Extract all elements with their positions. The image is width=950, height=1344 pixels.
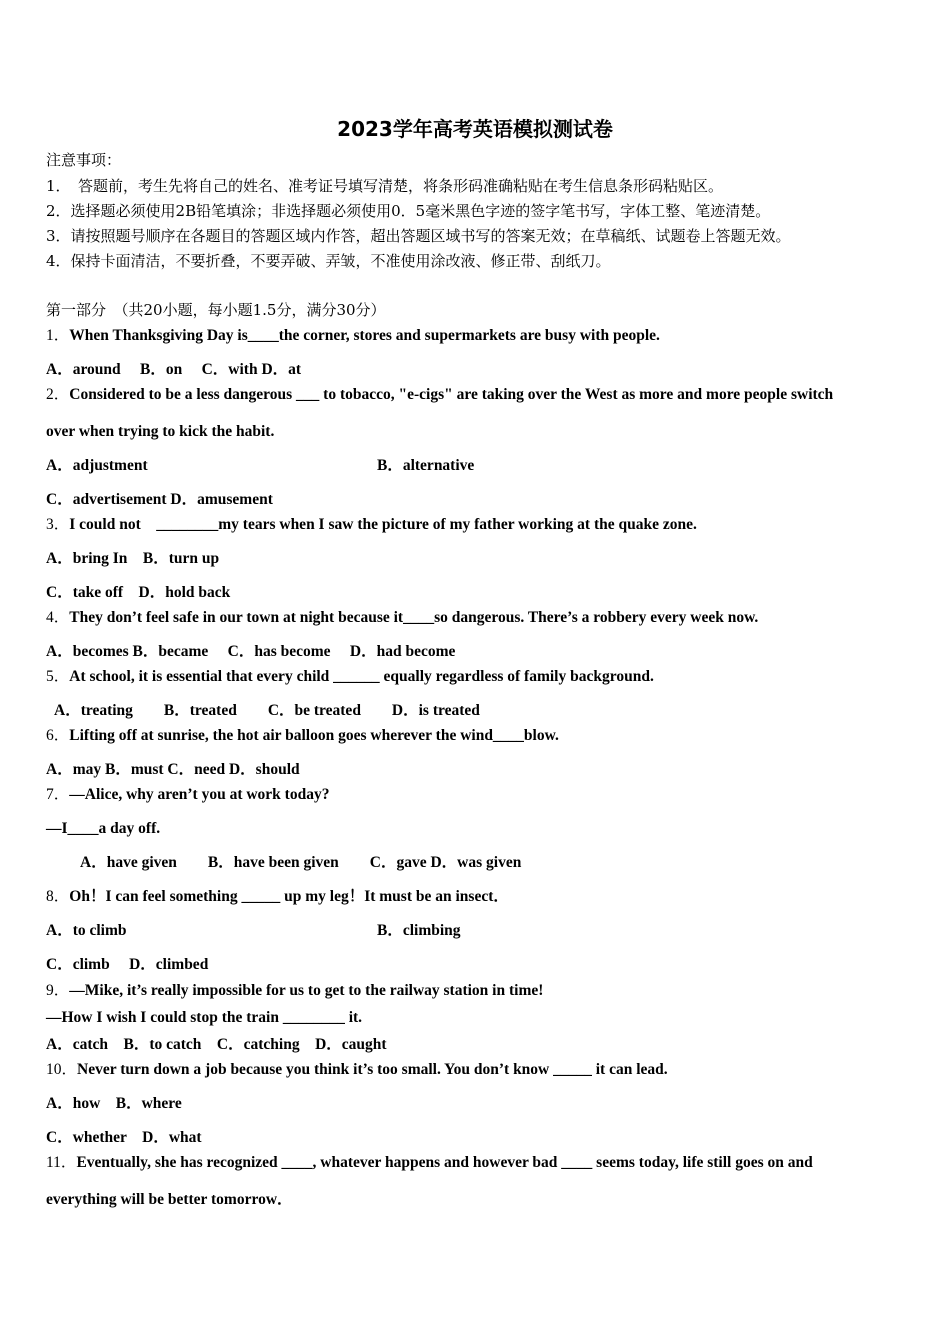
notice-heading: 注意事项： [46, 151, 122, 169]
question-9 [46, 981, 543, 1001]
question-8-options-cd: C．climb D．climbed [46, 956, 209, 973]
question-3-options-cd: C．take off D．hold back [46, 584, 231, 601]
question-text: At school, it is essential that every child ______ equally regardless of family background. [69, 668, 654, 685]
question-text: Lifting off at sunrise, the hot air balloon goes wherever the wind____blow. [69, 727, 559, 744]
question-2-continued: over when trying to kick the habit. [46, 423, 275, 440]
question-text: —Alice, why aren’t you at work today? [69, 786, 330, 803]
question-3-options-ab: A．bring In B．turn up [46, 550, 220, 567]
question-11 [46, 1153, 813, 1173]
notice-item-1: 1． 答题前，考生先将自己的姓名、准考证号填写清楚，将条形码准确粘贴在考生信息条形码粘贴区。 [46, 177, 724, 195]
question-9-reply: —How I wish I could stop the train ________ it. [46, 1009, 363, 1026]
question-5-options: A．treating B．treated C．be treated D．is treated [54, 702, 480, 719]
page-title: 2023学年高考英语模拟测试卷 [337, 117, 613, 141]
question-5 [46, 667, 654, 687]
question-number: 4． [46, 609, 70, 626]
question-7-options: A．have given B．have been given C．gave D．was given [80, 854, 522, 871]
question-number: 5． [46, 668, 70, 685]
question-text: —Mike, it’s really impossible for us to get to the railway station in time! [69, 982, 544, 999]
question-7 [46, 785, 329, 805]
question-3 [46, 515, 697, 535]
question-1-options: A．around B．on C．with D．at [46, 361, 302, 378]
question-text: Considered to be a less dangerous ___ to tobacco, "e-cigs" are taking over the West as more and more people switch [69, 386, 834, 403]
question-text: Eventually, she has recognized ____, whatever happens and however bad ____ seems today, life still goes on and [76, 1154, 813, 1171]
question-number: 10． [46, 1061, 78, 1078]
part-heading: 第一部分 （共20小题，每小题1.5分，满分30分） [46, 301, 386, 319]
question-number: 2． [46, 386, 70, 403]
question-text: Oh！I can feel something _____ up my leg！It must be an insect． [69, 888, 509, 905]
notice-item-2: 2．选择题必须使用2B铅笔填涂；非选择题必须使用0．5毫米黑色字迹的签字笔书写，字体工整、笔迹清楚。 [46, 202, 771, 220]
question-number: 3． [46, 516, 70, 533]
question-number: 6． [46, 727, 70, 744]
question-9-options: A．catch B．to catch C．catching D．caught [46, 1036, 387, 1053]
question-text: I could not ________my tears when I saw the picture of my father working at the quake zone. [69, 516, 697, 533]
question-2-options-cd: C．advertisement D．amusement [46, 491, 273, 508]
question-8-option-b: B．climbing [377, 922, 461, 939]
notice-item-4: 4．保持卡面清洁，不要折叠，不要弄破、弄皱，不准使用涂改液、修正带、刮纸刀。 [46, 252, 611, 270]
question-6-options: A．may B．must C．need D．should [46, 761, 300, 778]
question-7-reply: —I____a day off. [46, 820, 161, 837]
question-number: 9． [46, 982, 70, 999]
question-8-option-a: A．to climb [46, 922, 127, 939]
question-2 [46, 385, 833, 405]
question-text: Never turn down a job because you think it’s too small. You don’t know _____ it can lead. [77, 1061, 668, 1078]
question-11-continued: everything will be better tomorrow． [46, 1191, 293, 1208]
question-6 [46, 726, 559, 746]
question-10 [46, 1060, 668, 1080]
question-number: 8． [46, 888, 70, 905]
question-8 [46, 887, 509, 907]
question-1 [46, 326, 660, 346]
notice-item-3: 3．请按照题号顺序在各题目的答题区域内作答，超出答题区域书写的答案无效；在草稿纸、试题卷上答题无效。 [46, 227, 791, 245]
question-2-option-a: A．adjustment [46, 457, 148, 474]
question-number: 11． [46, 1154, 77, 1171]
question-2-option-b: B．alternative [377, 457, 475, 474]
question-number: 7． [46, 786, 70, 803]
question-text: When Thanksgiving Day is____the corner, stores and supermarkets are busy with people. [69, 327, 660, 344]
question-text: They don’t feel safe in our town at night because it____so dangerous. There’s a robbery every week now. [69, 609, 759, 626]
question-10-options-ab: A．how B．where [46, 1095, 182, 1112]
question-10-options-cd: C．whether D．what [46, 1129, 202, 1146]
question-4-options: A．becomes B．became C．has become D．had become [46, 643, 456, 660]
question-number: 1． [46, 327, 70, 344]
question-4 [46, 608, 758, 628]
